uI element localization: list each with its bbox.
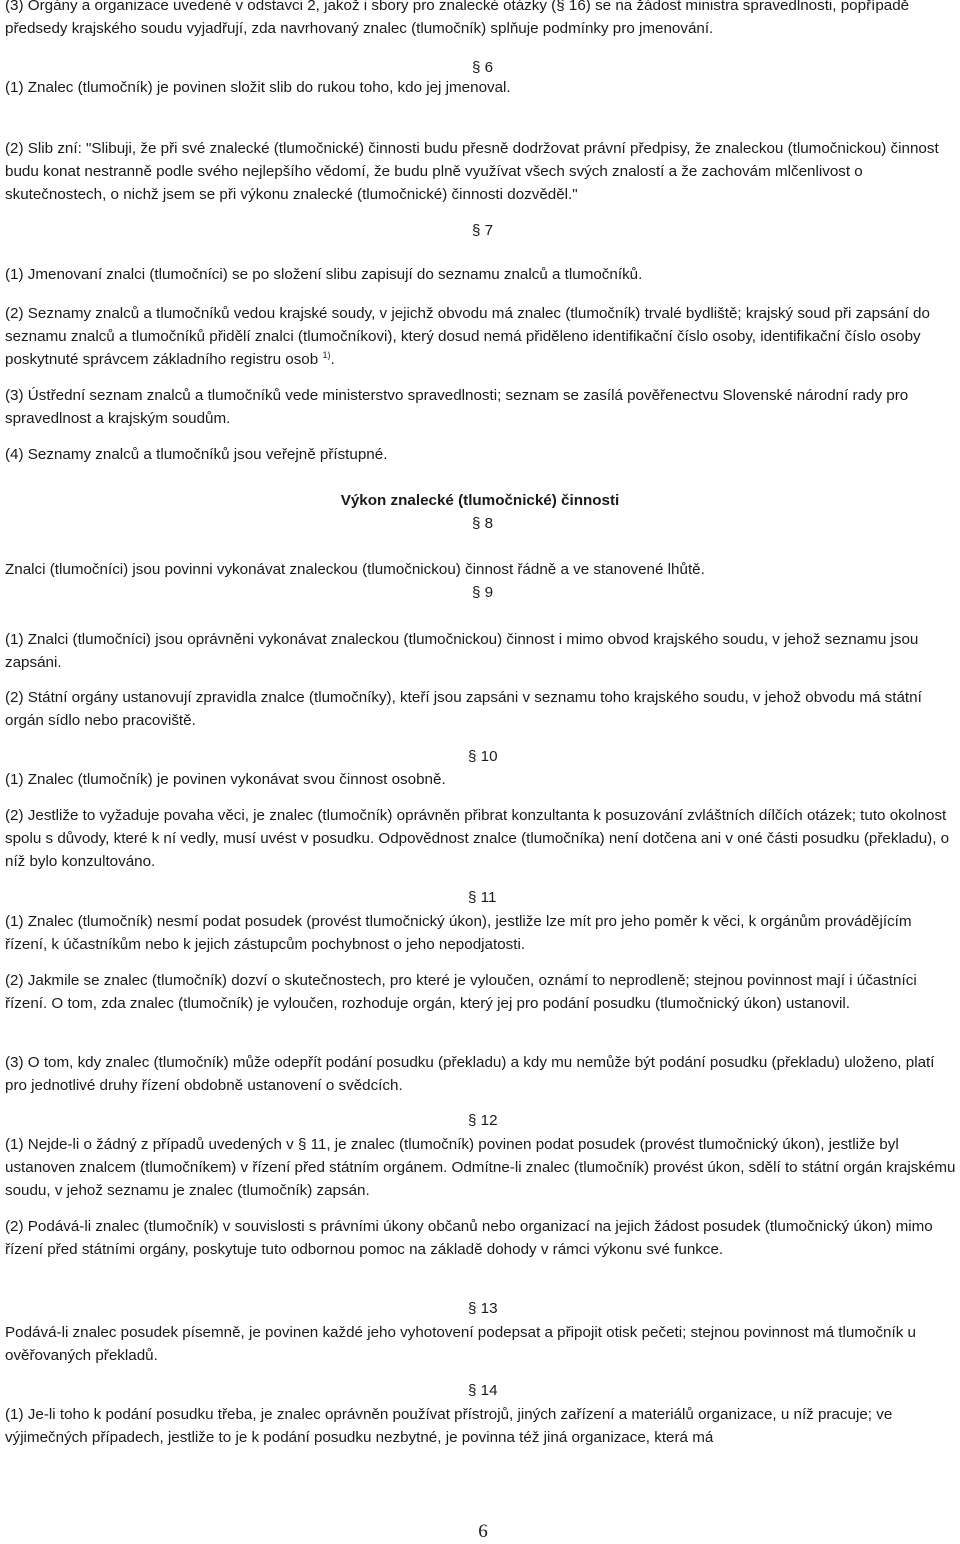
- page-number: 6: [478, 1521, 488, 1542]
- section-heading-6: § 6: [472, 59, 494, 76]
- paragraph-7-3: (3) Ústřední seznam znalců a tlumočníků vede ministerstvo spravedlnosti; seznam se zasílá pověřenectvu Slovenské národní rady pro spravedlnost a krajským soudům.: [5, 387, 909, 428]
- paragraph-8: Znalci (tlumočníci) jsou povinni vykonávat znaleckou (tlumočnickou) činnost řádně a ve stanovené lhůtě.: [5, 561, 705, 578]
- section-heading-8: § 8: [472, 515, 494, 532]
- paragraph-6-3: (3) Orgány a organizace uvedené v odstavci 2, jakož i sbory pro znalecké otázky (§ 16) se na žádost ministra spravedlnosti, popřípadě předsedy krajského soudu vyjadřují, zda navrhovaný znalec (tlumočník) splňuje podmínky pro jmenování.: [5, 0, 910, 38]
- paragraph-11-3: (3) O tom, kdy znalec (tlumočník) může odepřít podání posudku (překladu) a kdy mu nemůže být podání posudku (překladu) uloženo, platí pro jednotlivé druhy řízení obdobně ustanovení o svědcích.: [5, 1054, 935, 1095]
- section-heading-11: § 11: [468, 889, 497, 906]
- paragraph-14-1: (1) Je-li toho k podání posudku třeba, je znalec oprávněn používat přístrojů, jiných zařízení a materiálů organizace, u níž pracuje; ve výjimečných případech, jestliže to je k podání posudku nezbytné, je povinna též jiná organizace, která má: [5, 1406, 893, 1447]
- paragraph-11-2: (2) Jakmile se znalec (tlumočník) dozví o skutečnostech, pro které je vyloučen, oznámí to neprodleně; stejnou povinnost mají i účastníci řízení. O tom, zda znalec (tlumočník) je vyloučen, rozhoduje orgán, který jej pro podání posudku (tlumočnický úkon) ustanovil.: [5, 972, 917, 1013]
- paragraph-7-2: [5, 302, 957, 372]
- paragraph-10-1: (1) Znalec (tlumočník) je povinen vykonávat svou činnost osobně.: [5, 771, 446, 788]
- section-heading-7: § 7: [472, 222, 494, 239]
- chapter-heading: Výkon znalecké (tlumočnické) činnosti: [340, 492, 620, 509]
- paragraph-12-1: (1) Nejde-li o žádný z případů uvedených v § 11, je znalec (tlumočník) povinen podat posudek (provést tlumočnický úkon), jestliže byl ustanoven znalcem (tlumočníkem) v řízení před státním orgánem. Odmítne-li znalec (tlumočník) provést úkon, sdělí to státní orgán krajskému soudu, v jehož seznamu je znalec (tlumočník) zapsán.: [5, 1136, 956, 1200]
- paragraph-12-2: (2) Podává-li znalec (tlumočník) v souvislosti s právními úkony občanů nebo organizací na jejich žádost posudek (tlumočnický úkon) mimo řízení před státními orgány, poskytuje tuto odbornou pomoc na základě dohody v rámci výkonu své funkce.: [5, 1218, 933, 1259]
- paragraph-6-1: (1) Znalec (tlumočník) je povinen složit slib do rukou toho, kdo jej jmenoval.: [5, 79, 511, 96]
- paragraph-10-2: (2) Jestliže to vyžaduje povaha věci, je znalec (tlumočník) oprávněn přibrat konzultanta k posuzování zvláštních dílčích otázek; tuto okolnost spolu s důvody, které k ní vedly, musí uvést v posudku. Odpovědnost znalce (tlumočníka) není dotčena ani v oné části posudku (překladu), o níž bylo konzultováno.: [5, 807, 950, 871]
- paragraph-6-2: (2) Slib zní: "Slibuji, že při své znalecké (tlumočnické) činnosti budu přesně dodržovat právní předpisy, že znaleckou (tlumočnickou) činnost budu konat nestranně podle svého nejlepšího vědomí, že budu plně využívat všech svých znalostí a že zachovám mlčenlivost o skutečnostech, o nichž jsem se při výkonu znalecké (tlumočnické) činnosti dozvěděl.": [5, 140, 939, 204]
- paragraph-7-4: (4) Seznamy znalců a tlumočníků jsou veřejně přístupné.: [5, 446, 388, 463]
- paragraph-9-2: (2) Státní orgány ustanovují zpravidla znalce (tlumočníky), kteří jsou zapsáni v seznamu toho krajského soudu, v jehož obvodu má státní orgán sídlo nebo pracoviště.: [5, 689, 922, 730]
- section-heading-12: § 12: [468, 1112, 498, 1129]
- section-heading-14: § 14: [468, 1382, 498, 1399]
- section-heading-10: § 10: [468, 748, 498, 765]
- paragraph-7-1: (1) Jmenovaní znalci (tlumočníci) se po složení slibu zapisují do seznamu znalců a tlumočníků.: [5, 266, 643, 283]
- paragraph-13: Podává-li znalec posudek písemně, je povinen každé jeho vyhotovení podepsat a připojit otisk pečeti; stejnou povinnost má tlumočník u ověřovaných překladů.: [5, 1324, 916, 1365]
- paragraph-7-2-end: .: [330, 351, 335, 369]
- paragraph-9-1: (1) Znalci (tlumočníci) jsou oprávněni vykonávat znaleckou (tlumočnickou) činnost i mimo obvod krajského soudu, v jehož seznamu jsou zapsáni.: [5, 631, 919, 672]
- section-heading-13: § 13: [468, 1300, 498, 1317]
- paragraph-11-1: (1) Znalec (tlumočník) nesmí podat posudek (provést tlumočnický úkon), jestliže lze mít pro jeho poměr k věci, k orgánům provádějícím řízení, k účastníkům nebo k jejich zástupcům pochybnost o jeho nepodjatosti.: [5, 913, 912, 954]
- footnote-ref: 1): [322, 350, 331, 361]
- section-heading-9: § 9: [472, 584, 494, 601]
- paragraph-7-2-text: (2) Seznamy znalců a tlumočníků vedou krajské soudy, v jejichž obvodu má znalec (tlumočník) trvalé bydliště; krajský soud při zapsání do seznamu znalců a tlumočníků přidělí znalci (tlumočníkovi), který dosud nemá přiděleno identifikační číslo osoby, identifikační číslo osoby poskytnuté správcem základního registru osob: [5, 305, 930, 369]
